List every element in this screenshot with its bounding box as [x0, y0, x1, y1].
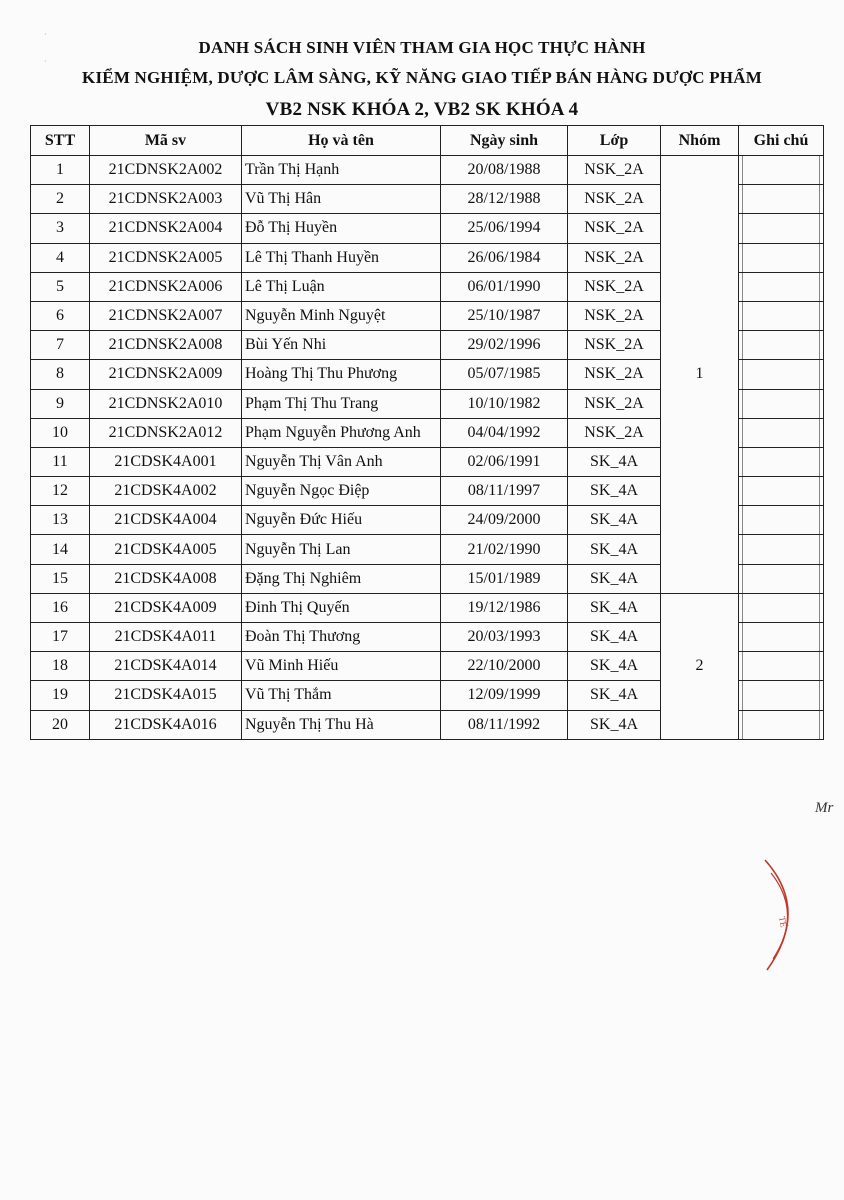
cell-group: 1: [661, 156, 739, 594]
cell-student-id: 21CDSK4A015: [90, 681, 242, 710]
col-header-stt: STT: [31, 126, 90, 156]
cell-class: SK_4A: [568, 593, 661, 622]
cell-dob: 21/02/1990: [441, 535, 568, 564]
cell-dob: 25/06/1994: [441, 214, 568, 243]
title-line-1: DANH SÁCH SINH VIÊN THAM GIA HỌC THỰC HÀNH: [198, 38, 646, 57]
cell-stt: 6: [31, 301, 90, 330]
cell-note: [739, 389, 824, 418]
cell-dob: 20/08/1988: [441, 156, 568, 185]
cell-note: [739, 506, 824, 535]
cell-student-id: 21CDSK4A005: [90, 535, 242, 564]
cell-student-id: 21CDNSK2A010: [90, 389, 242, 418]
cell-full-name: Nguyễn Thị Vân Anh: [242, 447, 441, 476]
cell-student-id: 21CDSK4A008: [90, 564, 242, 593]
cell-note: [739, 185, 824, 214]
cell-full-name: Đinh Thị Quyến: [242, 593, 441, 622]
handwritten-signature: Mr: [815, 800, 834, 816]
cell-class: NSK_2A: [568, 331, 661, 360]
cell-note: [739, 272, 824, 301]
cell-dob: 06/01/1990: [441, 272, 568, 301]
cell-stt: 2: [31, 185, 90, 214]
note-box: [742, 506, 820, 534]
cell-class: SK_4A: [568, 623, 661, 652]
cell-student-id: 21CDNSK2A004: [90, 214, 242, 243]
cell-dob: 10/10/1982: [441, 389, 568, 418]
note-box: [742, 681, 820, 709]
cell-class: NSK_2A: [568, 156, 661, 185]
cell-dob: 29/02/1996: [441, 331, 568, 360]
note-box: [742, 185, 820, 213]
note-box: [742, 711, 820, 739]
note-box: [742, 594, 820, 622]
cell-class: SK_4A: [568, 447, 661, 476]
cell-student-id: 21CDSK4A009: [90, 593, 242, 622]
cell-stt: 15: [31, 564, 90, 593]
cell-student-id: 21CDSK4A011: [90, 623, 242, 652]
cell-class: SK_4A: [568, 477, 661, 506]
cell-dob: 25/10/1987: [441, 301, 568, 330]
cell-class: NSK_2A: [568, 360, 661, 389]
cell-student-id: 21CDSK4A014: [90, 652, 242, 681]
cell-class: NSK_2A: [568, 389, 661, 418]
cell-note: [739, 710, 824, 739]
note-box: [742, 360, 820, 388]
note-box: [742, 390, 820, 418]
cell-group: 2: [661, 593, 739, 739]
cell-class: NSK_2A: [568, 243, 661, 272]
cell-dob: 26/06/1984: [441, 243, 568, 272]
cell-full-name: Lê Thị Luận: [242, 272, 441, 301]
cell-stt: 12: [31, 477, 90, 506]
table-body: [31, 156, 824, 740]
cell-class: SK_4A: [568, 564, 661, 593]
cell-student-id: 21CDNSK2A002: [90, 156, 242, 185]
cell-class: NSK_2A: [568, 418, 661, 447]
cell-stt: 16: [31, 593, 90, 622]
cell-full-name: Đặng Thị Nghiêm: [242, 564, 441, 593]
col-header-dob: Ngày sinh: [441, 126, 568, 156]
col-header-note: Ghi chú: [739, 126, 824, 156]
cell-student-id: 21CDNSK2A007: [90, 301, 242, 330]
cell-student-id: 21CDSK4A002: [90, 477, 242, 506]
cell-full-name: Đỗ Thị Huyền: [242, 214, 441, 243]
cell-stt: 11: [31, 447, 90, 476]
cell-stt: 4: [31, 243, 90, 272]
cell-full-name: Nguyễn Ngọc Điệp: [242, 477, 441, 506]
title-line-2: KIỂM NGHIỆM, DƯỢC LÂM SÀNG, KỸ NĂNG GIAO TIẾP BÁN HÀNG DƯỢC PHẨM: [82, 68, 762, 87]
cell-full-name: Bùi Yến Nhi: [242, 331, 441, 360]
note-box: [742, 535, 820, 563]
cell-full-name: Vũ Minh Hiếu: [242, 652, 441, 681]
svg-text:TẾ: TẾ: [777, 915, 789, 929]
cell-class: SK_4A: [568, 506, 661, 535]
cell-student-id: 21CDNSK2A012: [90, 418, 242, 447]
note-box: [742, 156, 820, 184]
note-box: [742, 652, 820, 680]
table-row: [31, 593, 824, 622]
cell-stt: 7: [31, 331, 90, 360]
cell-dob: 12/09/1999: [441, 681, 568, 710]
cell-dob: 19/12/1986: [441, 593, 568, 622]
cell-note: [739, 564, 824, 593]
note-box: [742, 448, 820, 476]
note-box: [742, 214, 820, 242]
cell-student-id: 21CDSK4A001: [90, 447, 242, 476]
cell-full-name: Phạm Nguyễn Phương Anh: [242, 418, 441, 447]
cell-full-name: Đoàn Thị Thương: [242, 623, 441, 652]
cell-note: [739, 447, 824, 476]
cell-stt: 1: [31, 156, 90, 185]
cell-class: SK_4A: [568, 652, 661, 681]
student-table: [30, 125, 824, 740]
col-header-class: Lớp: [568, 126, 661, 156]
cell-full-name: Phạm Thị Thu Trang: [242, 389, 441, 418]
cell-note: [739, 681, 824, 710]
cell-stt: 8: [31, 360, 90, 389]
cell-note: [739, 418, 824, 447]
cell-stt: 18: [31, 652, 90, 681]
cell-dob: 02/06/1991: [441, 447, 568, 476]
col-header-group: Nhóm: [661, 126, 739, 156]
cell-note: [739, 156, 824, 185]
cell-dob: 05/07/1985: [441, 360, 568, 389]
table-header-row: [31, 126, 824, 156]
note-box: [742, 565, 820, 593]
cell-note: [739, 243, 824, 272]
note-box: [742, 623, 820, 651]
note-box: [742, 244, 820, 272]
cell-student-id: 21CDNSK2A003: [90, 185, 242, 214]
col-header-full-name: Họ và tên: [242, 126, 441, 156]
cell-stt: 13: [31, 506, 90, 535]
cell-stt: 3: [31, 214, 90, 243]
cell-stt: 20: [31, 710, 90, 739]
cell-class: SK_4A: [568, 681, 661, 710]
cell-student-id: 21CDSK4A016: [90, 710, 242, 739]
cell-class: NSK_2A: [568, 214, 661, 243]
table-row: [31, 156, 824, 185]
cell-dob: 08/11/1992: [441, 710, 568, 739]
cell-stt: 14: [31, 535, 90, 564]
cell-dob: 15/01/1989: [441, 564, 568, 593]
cell-full-name: Vũ Thị Thắm: [242, 681, 441, 710]
cell-full-name: Hoàng Thị Thu Phương: [242, 360, 441, 389]
cell-full-name: Nguyễn Thị Thu Hà: [242, 710, 441, 739]
cell-dob: 20/03/1993: [441, 623, 568, 652]
cell-full-name: Lê Thị Thanh Huyền: [242, 243, 441, 272]
cell-full-name: Vũ Thị Hân: [242, 185, 441, 214]
cell-student-id: 21CDNSK2A009: [90, 360, 242, 389]
cell-note: [739, 652, 824, 681]
col-header-student-id: Mã sv: [90, 126, 242, 156]
cell-class: NSK_2A: [568, 301, 661, 330]
cell-note: [739, 535, 824, 564]
note-box: [742, 302, 820, 330]
cell-full-name: Trần Thị Hạnh: [242, 156, 441, 185]
cell-dob: 28/12/1988: [441, 185, 568, 214]
cell-note: [739, 331, 824, 360]
note-box: [742, 477, 820, 505]
cell-dob: 22/10/2000: [441, 652, 568, 681]
cell-class: SK_4A: [568, 535, 661, 564]
cell-class: NSK_2A: [568, 272, 661, 301]
cell-class: SK_4A: [568, 710, 661, 739]
cell-dob: 08/11/1997: [441, 477, 568, 506]
cell-note: [739, 301, 824, 330]
cell-dob: 24/09/2000: [441, 506, 568, 535]
cell-student-id: 21CDNSK2A008: [90, 331, 242, 360]
cell-full-name: Nguyễn Minh Nguyệt: [242, 301, 441, 330]
cell-full-name: Nguyễn Thị Lan: [242, 535, 441, 564]
cell-note: [739, 477, 824, 506]
cell-stt: 19: [31, 681, 90, 710]
scan-speck: · ·: [44, 30, 47, 66]
cell-stt: 17: [31, 623, 90, 652]
cell-note: [739, 214, 824, 243]
note-box: [742, 273, 820, 301]
title-line-3: VB2 NSK KHÓA 2, VB2 SK KHÓA 4: [265, 99, 579, 120]
cell-student-id: 21CDNSK2A005: [90, 243, 242, 272]
cell-stt: 10: [31, 418, 90, 447]
cell-full-name: Nguyễn Đức Hiếu: [242, 506, 441, 535]
cell-class: NSK_2A: [568, 185, 661, 214]
cell-note: [739, 623, 824, 652]
cell-note: [739, 593, 824, 622]
cell-dob: 04/04/1992: [441, 418, 568, 447]
cell-stt: 5: [31, 272, 90, 301]
red-stamp-fragment: [755, 855, 815, 975]
cell-stt: 9: [31, 389, 90, 418]
cell-note: [739, 360, 824, 389]
cell-student-id: 21CDNSK2A006: [90, 272, 242, 301]
note-box: [742, 419, 820, 447]
cell-student-id: 21CDSK4A004: [90, 506, 242, 535]
note-box: [742, 331, 820, 359]
